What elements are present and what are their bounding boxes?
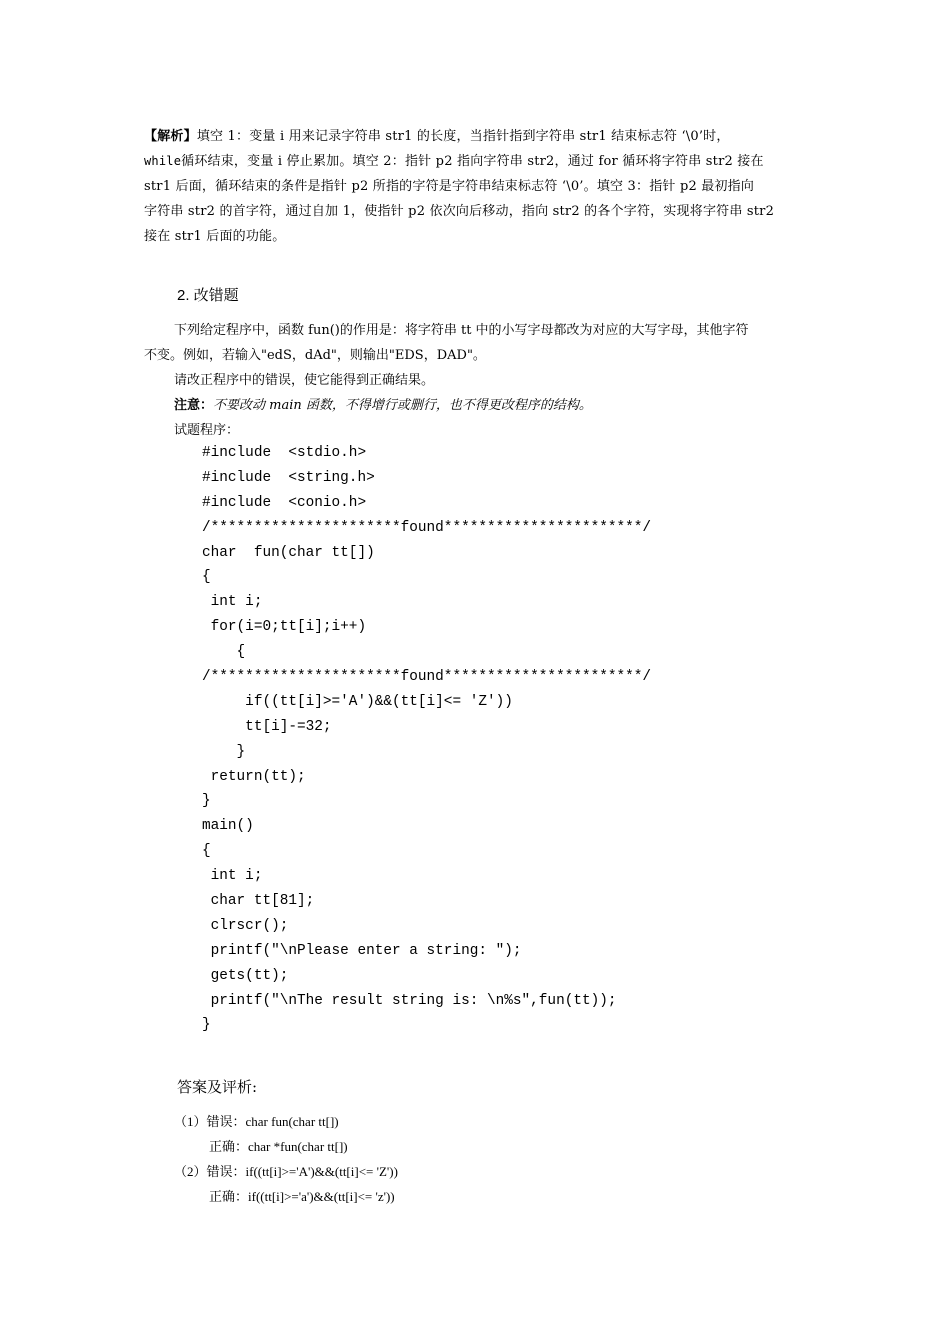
code-line: } (202, 743, 246, 760)
answer-title: 答案及评析: (177, 1078, 258, 1096)
analysis-line-1: 【解析】填空 1：变量 i 用来记录字符串 str1 的长度，当指针指到字符串 str1 结束标志符 ‘\0’时， (144, 129, 730, 144)
code-line: if((tt[i]>='A')&&(tt[i]<= 'Z')) (202, 693, 513, 710)
section-title: 2. 改错题 (177, 287, 239, 304)
program-label: 试题程序： (174, 423, 240, 438)
code-line: } (202, 793, 211, 810)
answer-correct-2: 正确：if((tt[i]>='a')&&(tt[i]<= 'z')) (209, 1189, 395, 1204)
problem-description: 下列给定程序中，函数 fun()的作用是：将字符串 tt 中的小写字母都改为对应的大写字母，其他字符 不变。例如，若输入"edS，dAd"，则输出"EDS，DAD"。 (144, 323, 749, 363)
while-keyword: while (144, 154, 182, 168)
code-line: { (202, 569, 211, 586)
analysis-label: 【解析】 (144, 129, 197, 144)
note-text: 注意：不要改动 main 函数，不得增行或删行，也不得更改程序的结构。 (174, 398, 592, 413)
code-line: tt[i]-=32; (202, 718, 332, 735)
code-line: printf("\nThe result string is: \n%s",fun(tt)); (202, 992, 617, 1009)
code-line: #include <string.h> (202, 469, 375, 486)
instruction-text: 请改正程序中的错误，使它能得到正确结果。 (174, 373, 435, 388)
answer-error-1: （1）错误：char fun(char tt[]) (174, 1114, 339, 1129)
code-line: main() (202, 818, 254, 835)
note-label: 注意： (174, 398, 214, 413)
code-line: int i; (202, 594, 263, 611)
analysis-line-3: str1 后面，循环结束的条件是指针 p2 所指的字符是字符串结束标志符 ‘\0’。填空 3：指针 p2 最初指向 (144, 179, 755, 194)
code-line: } (202, 1017, 211, 1034)
code-line: /**********************found***********************/ (202, 519, 652, 536)
code-line: #include <stdio.h> (202, 445, 367, 461)
code-line: #include <conio.h> (202, 494, 367, 511)
code-line: gets(tt); (202, 967, 289, 984)
analysis-paragraph (144, 124, 824, 249)
analysis-line-5: 接在 str1 后面的功能。 (144, 229, 286, 244)
code-line: for(i=0;tt[i];i++) (202, 619, 367, 636)
answer-error-2: （2）错误：if((tt[i]>='A')&&(tt[i]<= 'Z')) (174, 1164, 398, 1179)
code-line: int i; (202, 868, 263, 885)
code-line: { (202, 644, 246, 661)
code-line: { (202, 843, 211, 860)
analysis-line-4: 字符串 str2 的首字符，通过自加 1，使指针 p2 依次向后移动，指向 str2 的各个字符，实现将字符串 str2 (144, 204, 775, 219)
code-line: /**********************found***********************/ (202, 669, 652, 686)
code-block (202, 441, 651, 1038)
code-line: char fun(char tt[]) (202, 544, 375, 561)
code-line: printf("\nPlease enter a string: "); (202, 942, 522, 959)
code-line: return(tt); (202, 768, 306, 785)
code-line: char tt[81]; (202, 893, 315, 910)
analysis-line-2: while循环结束，变量 i 停止累加。填空 2：指针 p2 指向字符串 str2，通过 for 循环将字符串 str2 接在 (144, 154, 764, 169)
answer-correct-1: 正确：char *fun(char tt[]) (209, 1139, 348, 1154)
code-line: clrscr(); (202, 917, 289, 934)
